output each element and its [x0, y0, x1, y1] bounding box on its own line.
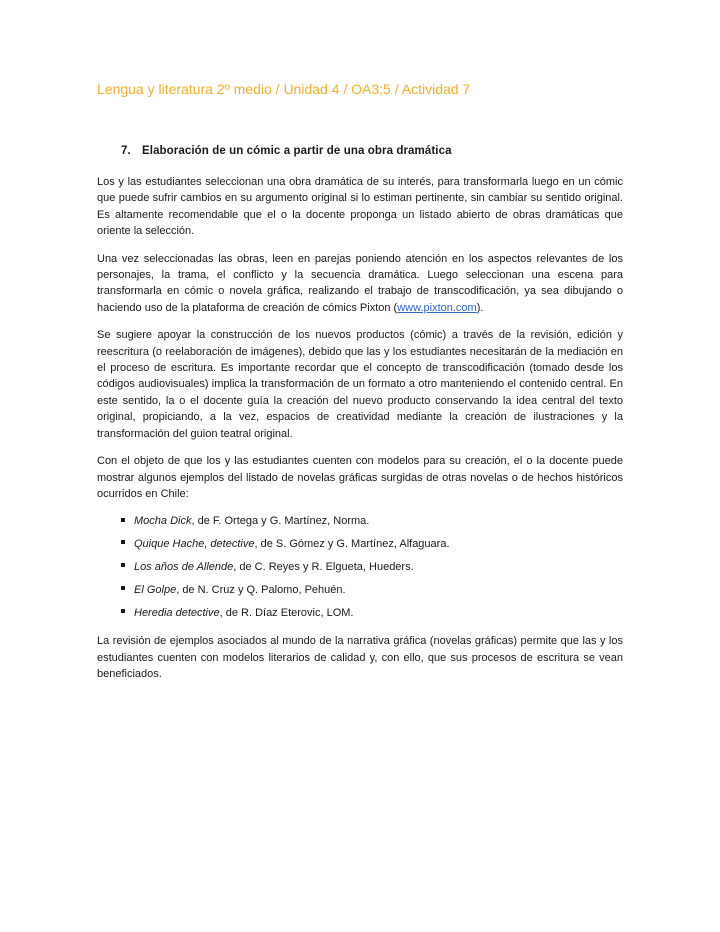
- book-title: Los años de Allende: [134, 561, 234, 574]
- book-title: El Golpe: [134, 584, 177, 597]
- activity-heading: [97, 145, 623, 157]
- paragraph-conclusion: La revisión de ejemplos asociados al mundo de la narrativa gráfica (novelas gráficas) permite que las y los estudiantes cuenten con modelos literarios de calidad y, con ello, que sus procesos de escritura se vean beneficiados.: [97, 635, 623, 681]
- list-item: [121, 559, 623, 575]
- book-entry: [134, 536, 450, 552]
- book-entry: [134, 582, 346, 598]
- book-entry: [134, 559, 414, 575]
- paragraph-models-intro: Con el objeto de que los y las estudiantes cuenten con modelos para su creación, el o la docente puede mostrar algunos ejemplos del listado de novelas gráficas surgidas de otras novelas o de hechos históricos ocurridos en Chile:: [97, 455, 623, 500]
- list-item: [121, 513, 623, 529]
- book-title: Heredia detective: [134, 606, 220, 619]
- list-item: [121, 536, 623, 552]
- book-entry: [134, 605, 353, 621]
- book-entry: [134, 513, 369, 529]
- list-item: [121, 582, 623, 598]
- paragraph-transcoding: Se sugiere apoyar la construcción de los nuevos productos (cómic) a través de la revisión, edición y reescritura (o reelaboración de imágenes), debido que las y los estudiantes necesitarán de la mediación en el proceso de escritura. Es importante recordar que el concepto de transcodificación (tomado desde los códigos audiovisuales) implica la transformación de un formato a otro manteniendo el contenido central. En este sentido, la o el docente guía la creación del nuevo producto conservando la idea central del texto original, propiciando, a la vez, espacios de creatividad mediante la creación de ilustraciones y la transformación del guion teatral original.: [97, 329, 623, 440]
- book-authors: , de C. Reyes y R. Elgueta, Hueders.: [233, 561, 414, 574]
- paragraph-pairs-work: [97, 251, 623, 317]
- breadcrumb: Lengua y literatura 2º medio / Unidad 4 / OA3;5 / Actividad 7: [97, 81, 471, 97]
- bullet-icon: [121, 540, 125, 544]
- bullet-icon: [121, 563, 125, 567]
- bullet-icon: [121, 518, 125, 522]
- paragraph-pairs-text: Una vez seleccionadas las obras, leen en parejas poniendo atención en los aspectos relevantes de los personajes, la trama, el conflicto y la secuencia dramática. Luego seleccionan una escena para transformarla en cómic o novela gráfica, realizando el trabajo de transcodificación, ya sea dibujando o haciendo uso de la plataforma de creación de cómics Pixton (: [97, 252, 623, 314]
- book-authors: , de N. Cruz y Q. Palomo, Pehuén.: [176, 584, 346, 597]
- activity-number: 7.: [121, 145, 131, 157]
- book-authors: , de R. Díaz Eterovic, LOM.: [219, 606, 354, 619]
- book-title: Mocha Dick: [134, 515, 192, 528]
- bullet-icon: [121, 609, 125, 613]
- book-list: [97, 513, 623, 621]
- list-item: [121, 605, 623, 621]
- pixton-link[interactable]: www.pixton.com: [397, 301, 477, 314]
- book-authors: , de F. Ortega y G. Martínez, Norma.: [191, 515, 370, 528]
- paragraph-pairs-closing: ).: [476, 301, 484, 314]
- book-authors: , de S. Gómez y G. Martínez, Alfaguara.: [254, 538, 450, 551]
- activity-title: Elaboración de un cómic a partir de una obra dramática: [142, 145, 452, 157]
- paragraph-selection: Los y las estudiantes seleccionan una obra dramática de su interés, para transformarla luego en un cómic que puede sufrir cambios en su argumento original si lo estiman pertinente, sin cambiar su sentido original. Es altamente recomendable que el o la docente proponga un listado abierto de obras dramáticas que oriente la selección.: [97, 176, 623, 238]
- bullet-icon: [121, 586, 125, 590]
- book-title: Quique Hache, detective: [134, 538, 255, 551]
